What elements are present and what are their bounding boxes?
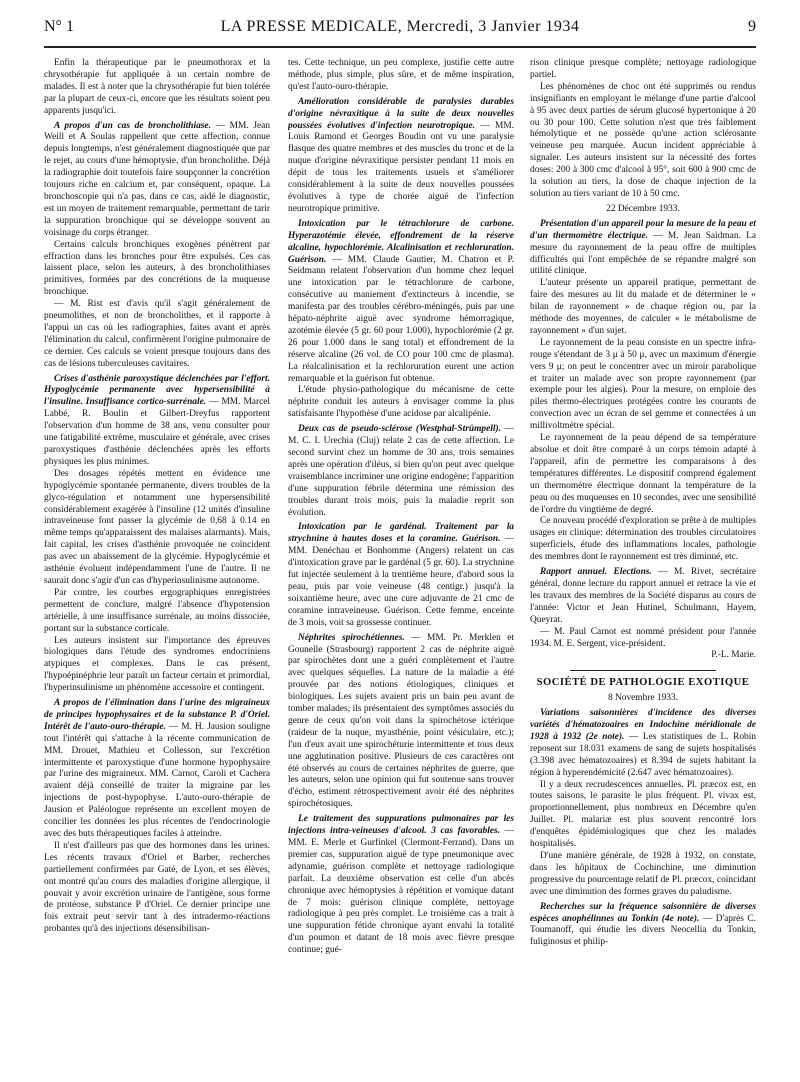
signature: P.-L. Marie. (711, 650, 756, 661)
article-body: — M. Jean Saidman. La mesure du rayonnement de la peau offre de multiples difficultés qui l'ont empêchée de se répandre malgré son utilité clinique. (530, 230, 756, 277)
paragraph: Enfin la thérapeutique par le pneumothorax et la chrysothérapie fut appliquée à un certain nombre de malades. Il est à noter que la chrysothérapie fut bien tolérée par la plupart de ceux-ci, encore que les résultats soient peu apparents jusqu'ici. (44, 58, 270, 116)
paragraph: rison clinique presque complète; nettoyage radiologique partiel. (530, 58, 756, 80)
article-body: — Les statistiques de L. Robin reposent sur 18.031 examens de sang de sujets hospitalisés (3.398 avec hématozoaires) et 8.394 de sujets habitant la région à hyperendémicité (2.647 avec hématozoaires). (530, 731, 756, 778)
article-title: Rapport annuel. Elections. (540, 567, 652, 578)
article-body: — M. H. Jausion souligne tout l'intérêt qui s'attache à la récente communication de MM. Drouet, Mathieu et Collesson, sur l'excrétion intermittente et paroxystique d'une hormone hypophysaire par l'urine des migraineux. MM. Carnot, Caroli et Cachera avaient déjà conseillé de traiter la migraine par les injections de post-hypophyse. L'auto-ouro-thérapie de Jausion et Paléologue représente un excellent moyen de concilier les données les plus récentes de l'endocrinologie avec des buts thérapeutiques faciles à atteindre. (44, 721, 270, 839)
article-paragraph (288, 424, 514, 519)
article-title: A propos d'un cas de broncholithiase. (54, 120, 211, 131)
paragraph: — M. Rist est d'avis qu'il s'agit généralement de pneumolithes, et non de broncholithes, et il rapporte à l'appui un cas où les radiographies, faites avant et après l'élimination du calcul, confirmèrent l'origine pulmonaire de ce dernier. Ces calculs se voient presque toujours dans des cas de lésions tuberculeuses cavitaires. (44, 299, 270, 369)
article-paragraph (530, 708, 756, 779)
article-title: Amélioration considérable de paralysies durables d'origine névraxitique à la suite de deux nouvelles poussées évolutives d'infection neurotropique. (288, 96, 514, 131)
header-rule (44, 46, 756, 48)
article-body: — MM. Claude Gautier, M. Chatron et P. Seidmann relatent l'observation d'un homme chez lequel une intoxication par le tétrachlorure de carbone, consécutive au maniement d'extincteurs à incendie, se manifesta par des troubles cérébro-méningés, puis par une hépato-néphrite aiguë avec syndrome hémorragique, azotémie élevée (5 gr. 60 pour 1.000), hypochlorémie (2 gr. 26 pour 1.000 dans le sang total) et effondrement de la réserve alcaline (26 vol. de CO pour 100 cmc de plasma). La réalcalinisation et la rechloruration eurent une action remarquable et la guérison fut obtenue. (288, 254, 514, 384)
paragraph: L'auteur présente un appareil pratique, permettant de faire des mesures au lit du malade et de déterminer le « bilan de rayonnement » de chaque région ou, par la méthode des moyennes, de calculer « le métabolisme de rayonnement » d'un sujet. (530, 278, 756, 336)
article-paragraph (288, 97, 514, 216)
article-paragraph (288, 522, 514, 629)
journal-title: LA PRESSE MEDICALE, Mercredi, 3 Janvier 1934 (220, 18, 580, 35)
article-body: — MM. Jean Weill et A Soulas rappellent que cette affection, connue depuis longtemps, n'est généralement diagnostiquée que par le rejet, au cours d'une hémoptysie, d'un broncholithe. Déjà la radiographie doit toutefois faire soupçonner la concrétion toujours riche en calcium et, par conséquent, opaque. La bronchoscopie qui n'a pas, dans ce cas, aidé le diagnostic, est un moyen de traitement remarquable, permettant de tarir la suppuration bronchique qui se développe souvent au voisinage du corps étranger. (44, 120, 270, 238)
article-body: — MM. E. Merle et Gurfinkel (Clermont-Ferrand). Dans un premier cas, suppuration aiguë de type pneumonique avec adynamie, guérison complète et nettoyage radiologique parfait. La deuxième observation est celle d'un abcès chronique avec hémoptysies à répétition et vomique datant de 7 mois: guérison clinique complète, nettoyage radiologique à peu près complet. Le troisième cas a trait à une suppuration fétide chronique ayant envahi la totalité d'un poumon et datant de 18 mois avec fièvre presque continue; gué- (288, 826, 514, 956)
article-title: Intoxication par le gardénal. Traitement par la strychnine à hautes doses et la coramine. Guérison. (288, 522, 514, 545)
article-paragraph (530, 902, 756, 950)
article-body: — MM. Louis Ramond et Georges Boudin ont vu une paralysie flasque des quatre membres et des muscles du tronc et de la nuque d'origine névraxitique persister pendant 11 mois en dépit de tous les traitements usuels et s'améliorer considérablement à la suite de deux nouvelles poussées évolutives à type de chorée aiguë de l'infection neurotropique primitive. (288, 120, 514, 214)
paragraph: Le rayonnement de la peau dépend de sa température absolue et doit être comparé à un corps témoin adapté à l'appareil, afin de permettre les comparaisons à des températures différentes. Le dispositif comprend également un thermomètre électrique donnant la température de la peau ou des muqueuses en 10 secondes, avec une sensibilité de l'ordre du vingtième de degré. (530, 433, 756, 515)
paragraph: Il y a deux recrudescences annuelles. Pl. præcox est, en toutes saisons, le parasite le plus fréquent. Pl. vivax est, proportionnellement, plus nombreux en Décembre qu'en Juillet. Pl. malariæ est plus souvent rencontré lors d'enquêtes épidémiologiques que chez les malades hospitalisés. (530, 779, 756, 850)
article-title: Recherches sur la fréquence saisonnière de diverses espèces anophélinnes au Tonkin (4e note). (530, 901, 756, 924)
article-title: Néphrites spirochétiennes. (298, 632, 405, 643)
paragraph: Certains calculs bronchiques exogènes pénètrent par effraction dans les bronches pour être expulsés. Ces cas laissent place, selon les auteurs, à des broncholithiases primitives, formées par des concrétions de la muqueuse bronchique. (44, 239, 270, 298)
paragraph: Le rayonnement de la peau consiste en un spectre infra-rouge s'étendant de 3 μ à 50 μ, avec un maximum d'énergie vers 9 μ; on peut le concentrer avec un miroir parabolique et traiter un malade avec son propre rayonnement (par exemple pour les algies). Pour la mesure, on emploie des piles thermo-électriques protégées contre les courants de convection avec un écran de sel gemme et connectées à un millivoltmètre spécial. (530, 337, 756, 432)
article-title: Le traitement des suppurations pulmonaires par les injections intra-veineuses d'alcool. 3 cas favorables. (288, 814, 514, 837)
article-paragraph (530, 219, 756, 279)
column-1 (44, 58, 270, 1074)
article-paragraph (44, 374, 270, 469)
article-paragraph (44, 121, 270, 240)
page-header (44, 18, 756, 44)
page-number: 9 (748, 18, 756, 35)
article-title: Variations saisonnières d'incidence des diverses variétés d'hématozoaires en Indochine méridionale de 1928 à 1932 (2e note). (530, 708, 756, 742)
session-date: 8 Novembre 1933. (607, 693, 679, 704)
article-body: — MM. Marcel Labbé, R. Boulin et Gilbert-Dreyfus rapportent l'observation d'un homme de 38 ans, venu consulter pour une fatigabilité extrême, musculaire et générale, avec crises paroxystiques d'asthénie déclenchées après les efforts physiques les plus minimes. (44, 397, 270, 467)
session-date: 22 Décembre 1933. (606, 203, 680, 214)
paragraph: Les auteurs insistent sur l'importance des épreuves biologiques dans l'étude des syndromes endocriniens atypiques et complexes. Dans le cas présent, l'hypoépinéphrie leur paraît un facteur certain et primordial, l'hyperinsulinisme un phénomène accessoire et contingent. (44, 635, 270, 694)
paragraph: Par contre, les courbes ergographiques enregistrées permettent de conclure, malgré l'absence d'hypotension artérielle, à une insuffisance surrénale, au moins dissociée, portant sur la substance corticale. (44, 587, 270, 634)
article-title: Deux cas de pseudo-sclérose (Westphal-Strümpell). (298, 424, 501, 435)
paragraph: D'une manière générale, de 1928 à 1932, on constate, dans les hôpitaux de Cochinchine, une diminution progressive du pourcentage relatif de Pl. præcox, coïncidant avec une diminution des formes graves du paludisme. (530, 851, 756, 897)
section-title: SOCIÉTÉ DE PATHOLOGIE EXOTIQUE (536, 677, 750, 689)
article-title: A propos de l'élimination dans l'urine des migraineux de principes hypophysaires et de la substance P. d'Oriel. Intérêt de l'auto-ouro-thérapie. (44, 698, 270, 732)
article-body: — M. Rivet, secrétaire général, donne lecture du rapport annuel et retrace la vie et les travaux des membres de la Société disparus au cours de l'année: Victor et Jean Hutinel, Schulmann, Hayem, Queyrat. (530, 567, 756, 625)
article-body: — M. C. I. Urechia (Cluj) relate 2 cas de cette affection. Le second survint chez un homme de 30 ans, trois semaines après une opération d'iléus, si bien qu'on peut avec quelque vraisemblance incriminer une origine endogène; l'apparition d'une suppuration fébrile détermina une rémission des troubles durant trois mois, puis la maladie reprit son évolution. (288, 424, 514, 518)
column-2 (288, 58, 514, 1074)
section-rule (570, 670, 716, 671)
article-body: — D'après C. Toumanoff, qui étudie les divers Neocellia du Tonkin, fuliginosus et philip- (530, 913, 756, 948)
paragraph: tes. Cette technique, un peu complexe, justifie cette autre méthode, plus simple, plus sûre, et de même inspiration, qu'est l'auto-ouro-thérapie. (288, 58, 514, 92)
article-title: Présentation d'un appareil pour la mesure de la peau et d'un thermomètre électrique. (530, 218, 756, 241)
article-paragraph (530, 567, 756, 627)
article-body: — MM. Denéchau et Bonhomme (Angers) relatent un cas d'intoxication grave par le gardénal (5 gr. 60). La strychnine fut injectée seulement à la trentième heure, d'abord sous la peau, puis par voie veineuse (48 centigr.) jusqu'à la soixantième heure, avec une cure adjuvante de 21 cmc de coramine intraveineuse. Guérison. Cette femme, enceinte de 3 mois, voit sa grossesse continuer. (288, 534, 514, 628)
paragraph: Ce nouveau procédé d'exploration se prête à de multiples usages en clinique: détermination des troubles circulatoires superficiels, étude des inflammations locales, pathologie des membres dont le rayonnement est très diminué, etc. (530, 516, 756, 563)
paragraph: — M. Paul Carnot est nommé président pour l'année 1934. M. E. Sergent, vice-président. (530, 626, 756, 649)
article-paragraph (288, 219, 514, 386)
article-paragraph (288, 633, 514, 812)
article-title: Crises d'asthénie paroxystique déclenchées par l'effort. Hypoglycémie permanente avec hypersensibilité à l'insuline. Insuffisance cortico-surrénale. (44, 373, 270, 408)
column-3 (530, 58, 756, 1074)
article-title: Intoxication par le tétrachlorure de carbone. Hyperazotémie élevée, effondrement de la réserve alcaline, hypochlorémie. Alcalinisation et rechloruration. Guérison. (288, 218, 514, 265)
article-body: — MM. Pr. Merklen et Gounelle (Strasbourg) rapportent 2 cas de néphrite aiguë par spirochètes dont une a guéri complètement et l'autre avec quelques séquelles. La nature de la maladie a été prouvée par des notions étiologiques, cliniques et biologiques. Les sujets avaient pris un bain peu avant de tomber malades; ils présentaient des symptômes associés du genre de ceux qu'on voit dans la spirochétose ictérique (raideur de la nuque, myasthénie, point vésiculaire, etc.); l'un d'eux avait une spirochéturie intermittente et tous deux une agglutination positive. Plusieurs de ces caractères ont été observés au cours de certaines néphrites de guerre, que les auteurs, selon une opinion qui fut soutenue sans trouver d'écho, estiment rétrospectivement avoir été des néphrites spirochétosiques. (288, 632, 514, 810)
paragraph: Des dosages répétés mettent en évidence une hypoglycémie spontanée permanente, divers troubles de la glyco-régulation et notamment une hypersensibilité considérablement exagérée à l'insuline (12 unités d'insuline intraveineuse font passer la glycémie de 0,68 à 0.14 en même temps qu'apparaissent des malaises alarmants). Mais, fait capital, les crises d'asthénie provoquée ne coïncident pas avec un abaissement de la glycémie. Hypoglycémie et asthénie évoluent indépendamment l'une de l'autre. Il ne saurait donc s'agir d'un cas d'hyperinsulinisme autonome. (44, 468, 270, 586)
paragraph: Il n'est d'ailleurs pas que des hormones dans les urines. Les récents travaux d'Oriel et Barber, recherches partiellement confirmées par Gaté, de Lyon, et ses élèves, ont montré qu'au cours des maladies d'origine allergique, il pouvait y avoir excrétion urinaire de l'antigène, sous forme de protéose, substance P d'Oriel. Ce dernier principe une fois extrait peut servir tant à des intradermo-réactions probantes qu'à des injections désensibilisan- (44, 840, 270, 935)
issue-number: N° 1 (44, 18, 74, 35)
paragraph: Les phénomènes de choc ont été supprimés ou rendus insignifiants en employant le mélange d'une partie d'alcool à 95 avec deux parties de sérum glucosé hypertonique à 20 ou 30 pour 100. Cette solution n'est que très faiblement hémolytique et ne possède qu'une action sclérosante veineuse peu marquée. Aucun incident appréciable à signaler. Les auteurs insistent sur la nécessité des fortes doses: 200 à 300 cmc d'alcool à 95°, soit 600 à 900 cmc de la solution au tiers, la dose de chaque injection de la solution au tiers variant de 10 à 50 cmc. (530, 81, 756, 199)
paragraph: L'étude physio-pathologique du mécanisme de cette néphrite conduit les auteurs à envisager comme la plus satisfaisante l'hypothèse d'une acidose par alcalipénie. (288, 385, 514, 420)
article-paragraph (44, 698, 270, 841)
article-paragraph (288, 814, 514, 957)
